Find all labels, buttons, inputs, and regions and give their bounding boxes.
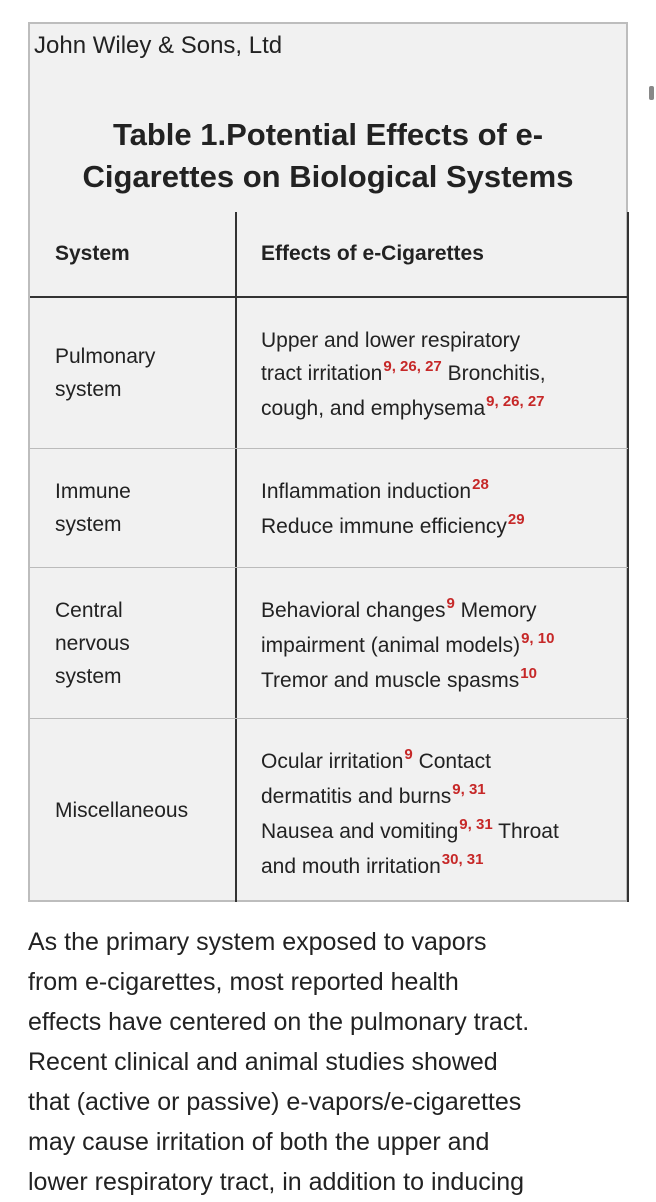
effects-cell-line <box>261 745 559 780</box>
effect-text: and mouth irritation <box>261 855 441 878</box>
table-row-divider <box>30 718 628 719</box>
effects-cell-line <box>261 357 546 392</box>
scrollbar-thumb[interactable] <box>649 86 654 100</box>
effects-cell <box>261 745 559 885</box>
effects-cell-line <box>261 815 559 850</box>
effects-cell-line <box>261 324 546 357</box>
system-cell <box>55 594 130 693</box>
table-row-divider <box>30 567 628 568</box>
reference-superscript: 10 <box>520 665 537 682</box>
system-cell-line: system <box>55 513 122 536</box>
system-cell <box>55 340 155 406</box>
effect-text: Upper and lower respiratory <box>261 329 521 352</box>
table-row-divider <box>30 448 628 449</box>
reference-superscript: 9, 26, 27 <box>486 393 545 410</box>
effect-text: Contact <box>412 750 491 773</box>
system-cell-line: system <box>55 378 122 401</box>
effects-cell-line <box>261 392 546 427</box>
effects-cell-line <box>261 850 559 885</box>
effects-cell-line <box>261 780 559 815</box>
effect-text: Ocular irritation <box>261 750 404 773</box>
table-title <box>30 114 626 198</box>
reference-superscript: 9 <box>404 746 413 763</box>
effect-text: Reduce immune efficiency <box>261 515 507 538</box>
body-paragraph <box>28 922 628 1202</box>
system-cell-line: Miscellaneous <box>55 799 189 822</box>
effect-text: impairment (animal models) <box>261 634 521 657</box>
effect-text: Nausea and vomiting <box>261 820 459 843</box>
effects-cell <box>261 475 525 545</box>
reference-superscript: 30, 31 <box>441 851 484 868</box>
effects-cell-line <box>261 475 525 510</box>
table-title-line: Cigarettes on Biological Systems <box>82 159 574 194</box>
column-header-system: System <box>55 242 130 265</box>
effects-cell-line <box>261 664 554 699</box>
system-cell-line: Immune <box>55 480 131 503</box>
reference-superscript: 9, 10 <box>521 630 555 647</box>
reference-superscript: 9, 31 <box>459 816 493 833</box>
system-cell-line: Central <box>55 599 123 622</box>
publisher-credit: John Wiley & Sons, Ltd <box>34 32 283 59</box>
effect-text: Inflammation induction <box>261 480 472 503</box>
paragraph-line: As the primary system exposed to vapors <box>28 928 487 956</box>
table-card <box>28 22 628 902</box>
paragraph-line: that (active or passive) e-vapors/e-cigarettes <box>28 1088 522 1116</box>
column-header-effects: Effects of e-Cigarettes <box>261 242 484 265</box>
system-cell-line: Pulmonary <box>55 345 156 368</box>
effect-text: Memory <box>454 599 537 622</box>
table-column-divider <box>235 212 237 902</box>
effect-text: Tremor and muscle spasms <box>261 669 520 692</box>
system-cell-line: system <box>55 665 122 688</box>
reference-superscript: 29 <box>507 511 525 528</box>
table-right-border <box>627 212 629 902</box>
table-title-line: Table 1.Potential Effects of e- <box>112 117 544 152</box>
effects-cell-line <box>261 510 525 545</box>
reference-superscript: 9, 31 <box>452 781 486 798</box>
system-cell-line: nervous <box>55 632 130 655</box>
system-cell <box>55 475 131 541</box>
reference-superscript: 28 <box>472 476 489 493</box>
effects-cell <box>261 324 546 427</box>
effect-text: tract irritation <box>261 362 383 385</box>
paragraph-line: effects have centered on the pulmonary tract. <box>28 1008 530 1036</box>
effect-text: Bronchitis, <box>441 362 546 385</box>
reference-superscript: 9, 26, 27 <box>383 358 442 375</box>
paragraph-line: from e-cigarettes, most reported health <box>28 968 459 996</box>
effects-cell <box>261 594 554 699</box>
paragraph-line: Recent clinical and animal studies showed <box>28 1048 498 1076</box>
effects-cell-line <box>261 594 554 629</box>
effect-text: dermatitis and burns <box>261 785 452 808</box>
effect-text: Behavioral changes <box>261 599 446 622</box>
effect-text: Throat <box>492 820 559 843</box>
reference-superscript: 9 <box>446 595 455 612</box>
system-cell <box>55 794 188 827</box>
paragraph-line: lower respiratory tract, in addition to inducing <box>28 1168 525 1196</box>
paragraph-line: may cause irritation of both the upper and <box>28 1128 490 1156</box>
effect-text: cough, and emphysema <box>261 397 486 420</box>
effects-cell-line <box>261 629 554 664</box>
table-header-divider <box>30 296 628 298</box>
